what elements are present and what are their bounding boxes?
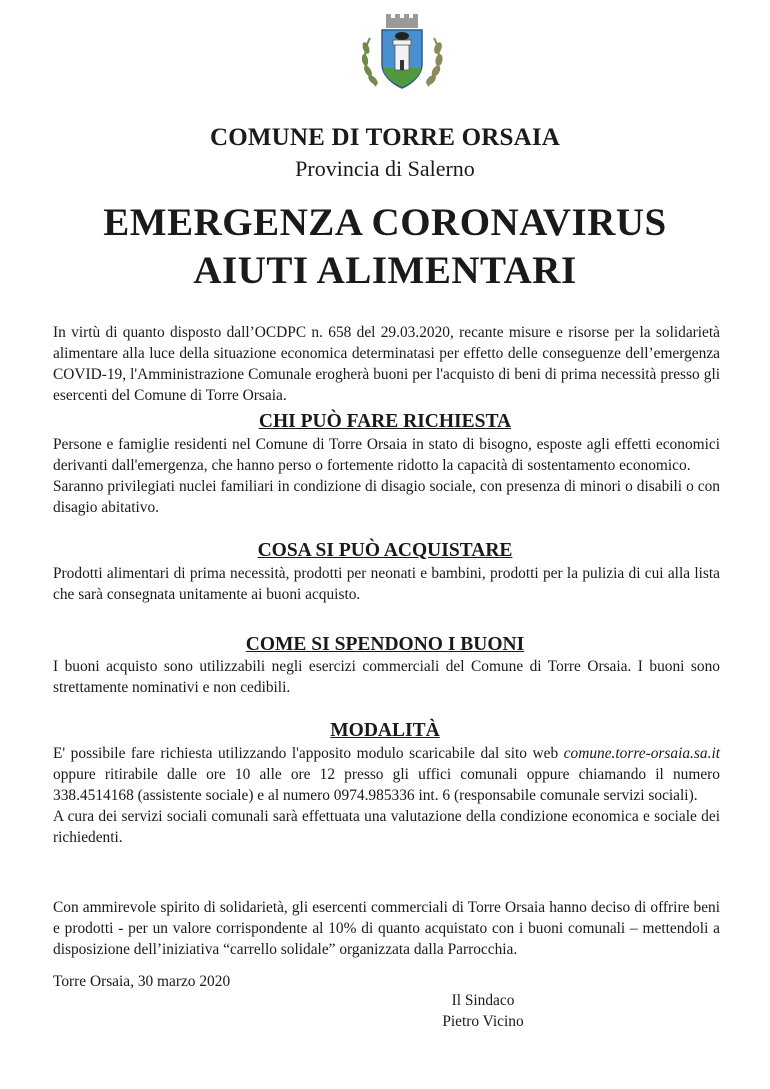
section-heading-chi: CHI PUÒ FARE RICHIESTA [258,411,512,432]
chi-paragraph-1: Persone e famiglie residenti nel Comune di Torre Orsaia in stato di bisogno, esposte agli effetti economici derivanti dall'emergenza, che hanno perso o fortemente ridotto la capacità di sostentamento economico. [53,436,720,474]
modalita-paragraph-2: A cura dei servizi sociali comunali sarà effettuata una valutazione della condizione economica e sociale dei richiedenti. [53,808,720,846]
section-heading-cosa: COSA SI PUÒ ACQUISTARE [257,540,513,561]
come-paragraph-1: I buoni acquisto sono utilizzabili negli esercizi commerciali del Comune di Torre Orsaia. I buoni sono strettamente nominativi e non cedibili. [53,658,720,696]
modalita-paragraph-1: E' possibile fare richiesta utilizzando l'apposito modulo scaricabile dal sito web comune.torre-orsaia.sa.it oppure ritirabile dalle ore 10 alle ore 12 presso gli uffici comunali oppure chiamando il numero 338.4514168 (assistente sociale) e al numero 0974.985336 int. 6 (responsabile comunale servizi sociali). [53,745,720,804]
signature-role: Il Sindaco [451,992,515,1009]
section-heading-come: COME SI SPENDONO I BUONI [245,634,525,655]
signature-block [428,990,538,1032]
province-name: Provincia di Salerno [295,156,475,181]
cosa-paragraph-1: Prodotti alimentari di prima necessità, prodotti per neonati e bambini, prodotti per la pulizia di cui alla lista che sarà consegnata unitamente ai buoni acquisto. [53,565,720,603]
intro-paragraph [53,322,720,406]
closing-text: Con ammirevole spirito di solidarietà, gli esercenti commerciali di Torre Orsaia hanno deciso di offrire beni e prodotti - per un valore corrispondente al 10% di quanto acquistato con i buoni comunali – mettendoli a disposizione dell’iniziativa “carrello solidale” organizzata dalla Parrocchia. [53,899,720,958]
section-body-cosa [53,563,720,605]
section-body-modalita [53,743,720,848]
municipality-name: COMUNE DI TORRE ORSAIA [209,124,561,151]
section-body-come [53,656,720,698]
intro-text: In virtù di quanto disposto dall’OCDPC n. 658 del 29.03.2020, recante misure e risorse per la solidarietà alimentare alla luce della situazione economica determinatasi per effetto delle conseguenze dell’emergenza COVID-19, l'Amministrazione Comunale erogherà buoni per l'acquisto di beni di prima necessità presso gli esercenti del Comune di Torre Orsaia. [53,324,720,404]
place-date: Torre Orsaia, 30 marzo 2020 [53,973,231,990]
website-link[interactable]: comune.torre-orsaia.sa.it [563,745,720,762]
signature-name: Pietro Vicino [442,1013,524,1030]
chi-paragraph-2: Saranno privilegiati nuclei familiari in condizione di disagio sociale, con presenza di minori o disabili o con disagio abitativo. [53,478,720,516]
coat-of-arms-icon [356,8,448,100]
section-heading-modalita: MODALITÀ [330,720,440,741]
page-title-line2: AIUTI ALIMENTARI [193,249,577,292]
closing-paragraph [53,897,720,960]
section-body-chi [53,434,720,518]
page-title-line1: EMERGENZA CORONAVIRUS [103,201,667,244]
